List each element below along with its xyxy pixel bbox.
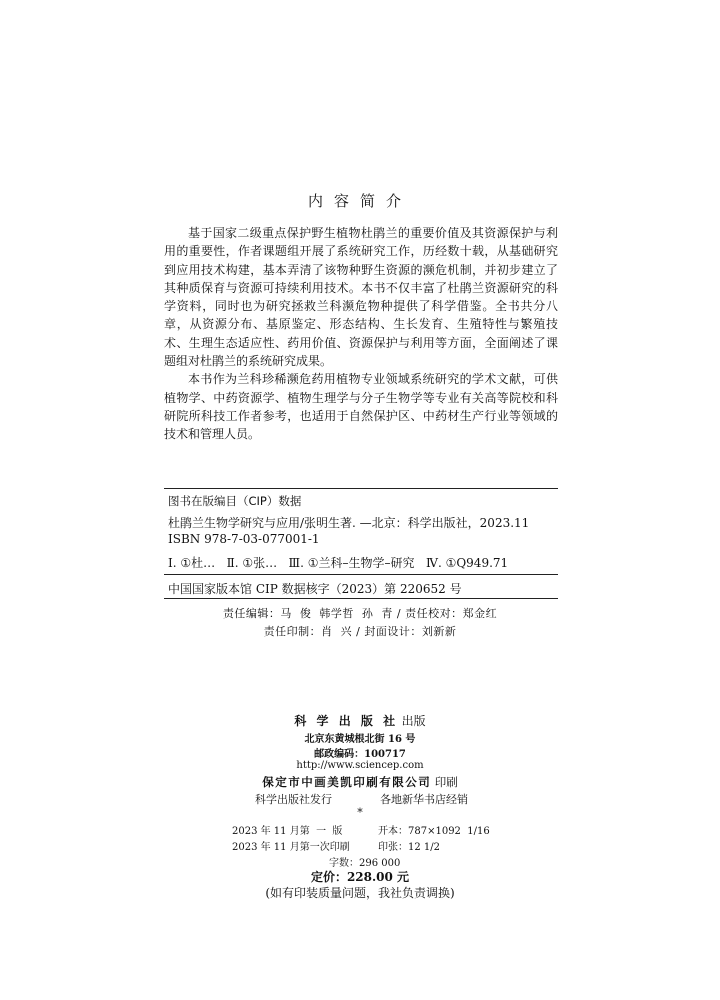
- printer-line: [0, 774, 720, 790]
- cip-top-rule: [164, 488, 558, 489]
- cip-mid-rule: [164, 574, 558, 575]
- publisher-name: 科 学 出 版 社: [294, 714, 399, 728]
- printer-suffix: 印刷: [434, 775, 458, 789]
- intro-paragraph: 本书作为兰科珍稀濒危药用植物专业领域系统研究的学术文献，可供植物学、中药资源学、植物生理学与分子生物学等专业有关高等院校和科研院所科技工作者参考，也适用于自然保护区、中药材生产行业等领域的技术和管理人员。: [164, 372, 558, 442]
- edition: 2023 年 11 月第 一 版: [232, 826, 343, 837]
- word-count: 字数：296 000: [329, 858, 401, 869]
- cip-bottom-rule: [164, 598, 558, 599]
- credits-line-2: 责任印制：肖 兴 / 封面设计：刘新新: [263, 625, 457, 638]
- publisher-line: [0, 712, 720, 729]
- publisher-postcode: 邮政编码：100717: [314, 749, 406, 760]
- cip-line-classification: Ⅰ. ①杜… Ⅱ. ①张… Ⅲ. ①兰科–生物学–研究 Ⅳ. ①Q949.71: [168, 556, 509, 570]
- star-separator: *: [357, 806, 363, 819]
- printer-name: 保定市中画美凯印刷有限公司: [262, 775, 432, 789]
- cip-line-record: 中国国家版本馆 CIP 数据核字（2023）第 220652 号: [168, 582, 462, 596]
- publisher-address: 北京东黄城根北街 16 号: [304, 734, 416, 745]
- credits-line-1: 责任编辑：马 俊 韩学哲 孙 青 / 责任校对：郑金红: [222, 607, 498, 620]
- issuer: 科学出版社发行: [255, 793, 332, 806]
- publisher-url: http://www.sciencep.com: [296, 760, 424, 771]
- cip-line-isbn: ISBN 978-7-03-077001-1: [168, 532, 320, 546]
- publisher-suffix: 出版: [401, 714, 426, 728]
- distributor: 各地新华书店经销: [380, 793, 468, 806]
- sheets: 印张：12 1/2: [378, 842, 440, 853]
- cip-title: 图书在版编目（CIP）数据: [168, 494, 302, 508]
- cip-line-title: 杜鹃兰生物学研究与应用/张明生著. —北京：科学出版社，2023.11: [168, 516, 530, 530]
- printing: 2023 年 11 月第一次印刷: [232, 842, 350, 853]
- book-format: 开本：787×1092 1/16: [378, 826, 490, 837]
- quality-note: (如有印装质量问题，我社负责调换): [265, 886, 455, 900]
- intro-section: [164, 224, 558, 444]
- page-title: 内容简介: [307, 192, 412, 210]
- price: 定价：228.00 元: [310, 870, 410, 884]
- intro-paragraph: 基于国家二级重点保护野生植物杜鹃兰的重要价值及其资源保护与利用的重要性，作者课题组开展了系统研究工作，历经数十载，从基础研究到应用技术构建，基本弄清了该物种野生资源的濒危机制，并初步建立了其种质保育与资源可持续利用技术。本书不仅丰富了杜鹃兰资源研究的科学资料，同时也为研究拯救兰科濒危物种提供了科学借鉴。全书共分八章，从资源分布、基原鉴定、形态结构、生长发育、生殖特性与繁殖技术、生理生态适应性、药用价值、资源保护与利用等方面，全面阐述了课题组对杜鹃兰的系统研究成果。: [164, 226, 558, 369]
